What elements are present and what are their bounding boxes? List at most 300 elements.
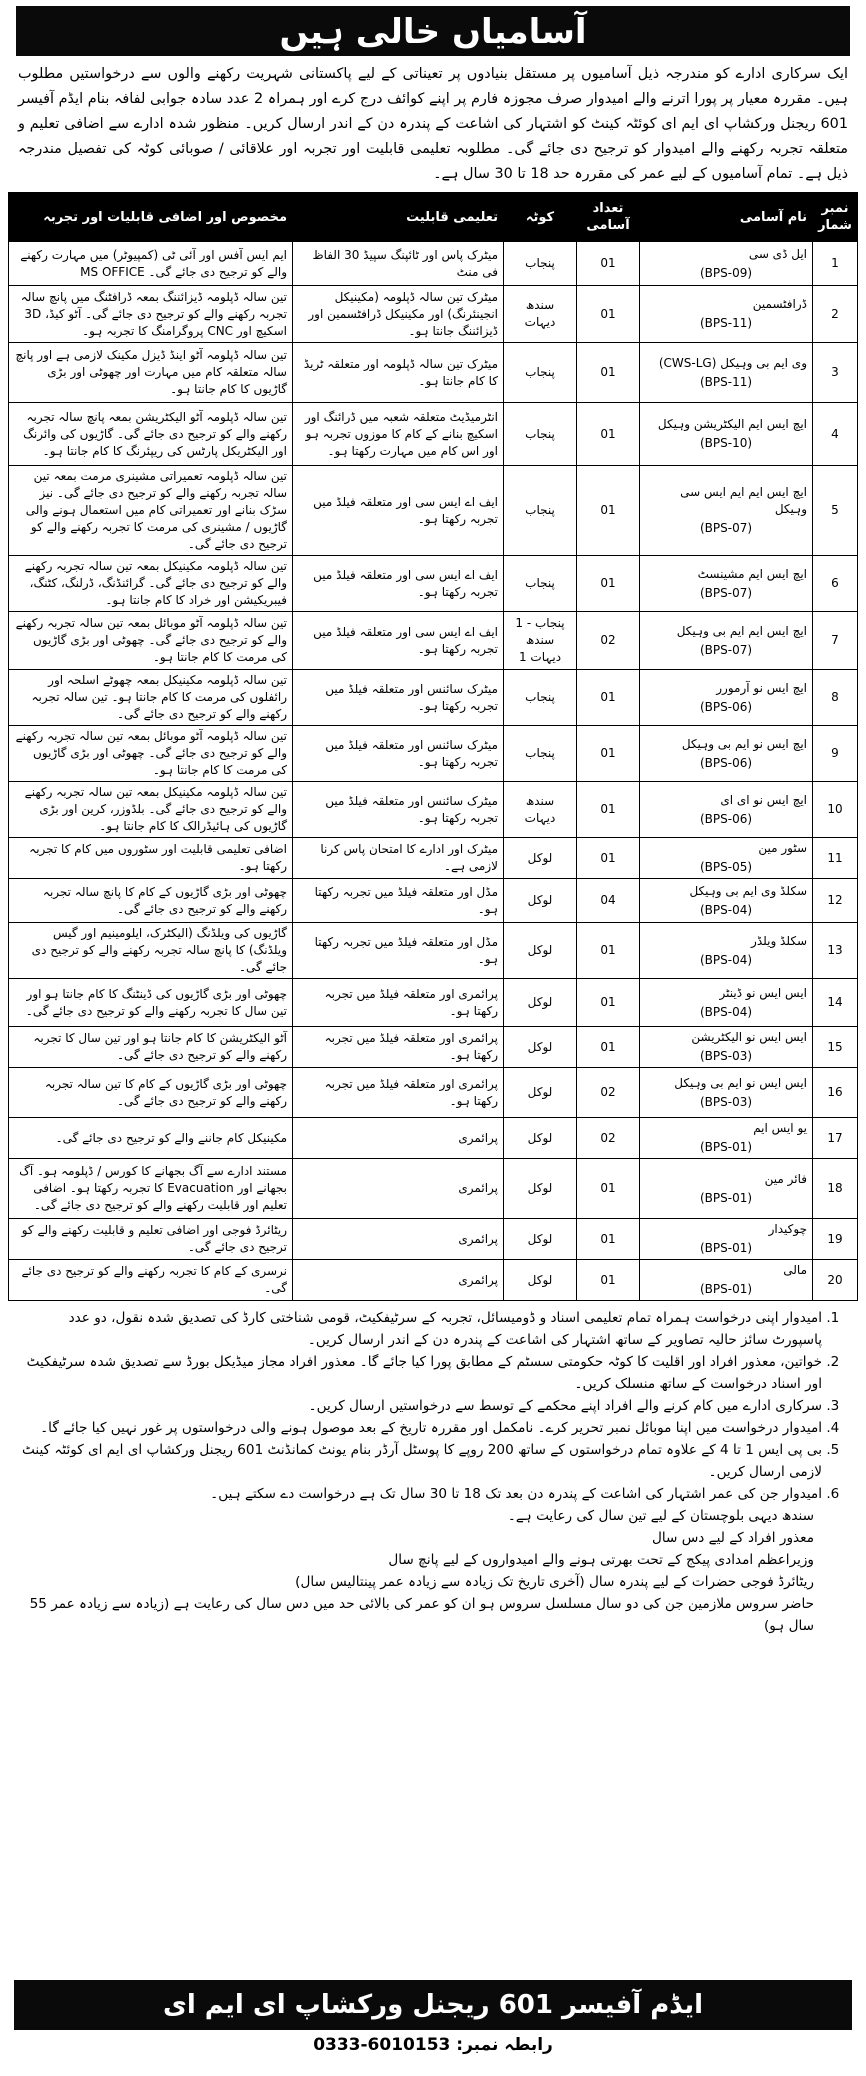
quota-cell-text: پنجاب (525, 256, 555, 270)
qualification-cell-text: میٹرک اور ادارے کا امتحان پاس کرنا لازمی ہے۔ (320, 842, 498, 873)
pay-scale: (BPS-04) (699, 952, 753, 967)
serial-cell (813, 979, 858, 1027)
post-name-cell (640, 612, 813, 670)
note-item: 2. خواتین، معذور افراد اور اقلیت کا کوٹہ حکومتی سسٹم کے مطابق پورا کیا جائے گا۔ معذور افراد مجاز میڈیکل بورڈ سے تصدیق شدہ سرٹیفکیٹ اور اسناد درخواست کے ساتھ منسلک کریں۔ (22, 1351, 822, 1395)
serial-cell (813, 1260, 858, 1301)
post-name-cell (640, 1159, 813, 1219)
count-cell (577, 286, 640, 343)
count-cell (577, 1159, 640, 1219)
experience-cell (9, 466, 293, 556)
experience-cell (9, 1219, 293, 1260)
pay-scale: (BPS-07) (699, 521, 753, 535)
quota-cell-text: لوکل (527, 850, 553, 865)
quota-cell-text: پنجاب (525, 690, 555, 704)
quota-cell-text: لوکل (527, 995, 553, 1009)
post-name-cell (640, 726, 813, 782)
table-row (9, 782, 858, 838)
quota-cell (504, 343, 577, 403)
count-cell (577, 879, 640, 923)
qualification-cell-text: پرائمری (458, 1181, 498, 1195)
post-name-cell-text: ایچ ایس نو ایم بی وہیکل (681, 736, 807, 751)
post-name-cell-text: ایچ ایس ایم مشینسٹ (697, 566, 807, 581)
serial-cell-text: 17 (827, 1130, 843, 1145)
vacancies-table (8, 192, 858, 1301)
experience-cell-text: آٹو الیکٹریشن کا کام جانتا ہو اور تین سال کا تجربہ رکھنے والے کو ترجیح دی جائے گی۔ (33, 1031, 287, 1062)
experience-cell (9, 1027, 293, 1068)
quota-cell (504, 726, 577, 782)
experience-cell (9, 242, 293, 286)
relaxation-item: حاضر سروس ملازمین جن کی دو سال مسلسل سروس ہو ان کو عمر کی بالائی حد میں دس سال کی رعایت ہے (زیادہ سے زیادہ عمر 55 سال ہو) (29, 1596, 814, 1634)
serial-cell (813, 286, 858, 343)
serial-cell-text: 12 (827, 893, 843, 907)
qualification-cell (293, 979, 504, 1027)
quota-cell (504, 782, 577, 838)
quota-cell (504, 1159, 577, 1219)
count-cell-text: 01 (600, 690, 616, 704)
quota-cell-text: لوکل (527, 1181, 553, 1195)
serial-cell-text: 16 (827, 1085, 843, 1099)
count-cell (577, 726, 640, 782)
serial-cell (813, 403, 858, 466)
table-row (9, 1027, 858, 1068)
note-item: 4. امیدوار درخواست میں اپنا موبائل نمبر تحریر کرے۔ نامکمل اور مقررہ تاریخ کے بعد موصول ہونے والی درخواستوں پر غور نہیں کیا جائے گا۔ (22, 1417, 822, 1439)
serial-cell (813, 838, 858, 879)
experience-cell (9, 1068, 293, 1118)
post-name-cell-text: فائر مین (764, 1171, 807, 1186)
count-cell-text: 01 (600, 1231, 616, 1246)
quota-cell (504, 242, 577, 286)
qualification-cell (293, 726, 504, 782)
qualification-cell-text: میٹرک تین سالہ ڈپلومہ اور متعلقہ ٹریڈ کا کام جانتا ہو۔ (303, 356, 498, 388)
quota-cell-text: پنجاب (525, 746, 555, 760)
experience-cell-text: تین سالہ ڈپلومہ ڈیزائننگ بمعہ ڈرافٹنگ میں پانچ سالہ تجربہ رکھنے والے کو ترجیح دی جائے گی۔ آٹو کیڈ، 3D اسکیچ اور CNC پروگرامنگ کا تجربہ ہو۔ (20, 289, 287, 338)
header-experience: مخصوص اور اضافی قابلیات اور تجربہ (9, 193, 293, 242)
count-cell-text: 01 (600, 1272, 616, 1287)
qualification-cell (293, 286, 504, 343)
table-row (9, 670, 858, 726)
qualification-cell (293, 612, 504, 670)
serial-cell (813, 1219, 858, 1260)
serial-cell (813, 242, 858, 286)
experience-cell-text: تین سالہ ڈپلومہ آٹو موبائل بمعہ تین سالہ تجربہ رکھنے والے کو ترجیح دی جائے گی۔ چھوٹی اور بڑی گاڑیوں کی مرمت کا کام جانتا ہو۔ (15, 729, 287, 777)
experience-cell (9, 612, 293, 670)
qualification-cell (293, 556, 504, 612)
experience-cell (9, 879, 293, 923)
post-name-cell-text: ایچ ایس نو آرمورر (716, 680, 807, 695)
table-row (9, 1118, 858, 1159)
post-name-cell-text: سکلڈ وی ایم بی وہیکل (689, 883, 807, 898)
experience-cell (9, 556, 293, 612)
serial-cell (813, 1027, 858, 1068)
post-name-cell (640, 1219, 813, 1260)
quota-cell (504, 612, 577, 670)
serial-cell (813, 726, 858, 782)
count-cell-text: 02 (600, 1130, 616, 1145)
qualification-cell-text: پرائمری (458, 1130, 498, 1145)
contact-number: 0333-6010153 (313, 2035, 451, 2055)
serial-cell (813, 923, 858, 979)
pay-scale: (BPS-06) (699, 755, 753, 770)
post-name-cell-text: ڈرافٹسمین (752, 297, 807, 311)
qualification-cell-text: پرائمری (458, 1272, 498, 1287)
serial-cell (813, 466, 858, 556)
experience-cell (9, 838, 293, 879)
header-serial: نمبر شمار (813, 193, 858, 242)
post-name-cell-text: ایچ ایس ایم ایم ایس سی وہیکل (680, 485, 807, 516)
post-name-cell (640, 1068, 813, 1118)
experience-cell-text: تین سالہ ڈپلومہ مکینیکل بمعہ تین سالہ تجربہ رکھنے والے کو ترجیح دی جائے گی۔ گرائنڈنگ، ڈرلنگ، کٹنگ، فیبریکیشن اور خراد کا کام جانتا ہو۔ (24, 559, 287, 607)
post-name-cell (640, 343, 813, 403)
quota-cell-text: پنجاب (525, 576, 555, 590)
post-name-cell-text: ایچ ایس ایم ایم بی وہیکل (676, 623, 807, 638)
serial-cell (813, 556, 858, 612)
count-cell-text: 04 (600, 893, 616, 907)
quota-cell (504, 1068, 577, 1118)
serial-cell-text: 5 (831, 503, 839, 517)
page-title: آسامیاں خالی ہیں (16, 6, 850, 56)
serial-cell-text: 14 (827, 995, 843, 1009)
post-name-cell-text: یو ایس ایم (753, 1121, 807, 1135)
qualification-cell (293, 782, 504, 838)
qualification-cell (293, 923, 504, 979)
post-name-cell (640, 242, 813, 286)
qualification-cell-text: مڈل اور متعلقہ فیلڈ میں تجربہ رکھتا ہو۔ (314, 884, 498, 916)
table-header-row (9, 193, 858, 242)
post-name-cell-text: وی ایم بی وہیکل (CWS-LG) (658, 355, 807, 370)
pay-scale: (BPS-05) (699, 860, 753, 874)
serial-cell-text: 15 (827, 1039, 843, 1054)
serial-cell-text: 20 (827, 1272, 843, 1287)
qualification-cell-text: پرائمری (458, 1231, 498, 1246)
table-row (9, 242, 858, 286)
experience-cell-text: تین سالہ ڈپلومہ آٹو موبائل بمعہ تین سالہ تجربہ رکھنے والے کو ترجیح دی جائے گی۔ چھوٹی اور بڑی گاڑیوں کی مرمت کا کام جانتا ہو۔ (15, 616, 287, 664)
post-name-cell-text: ایچ ایس ایم الیکٹریشن وہیکل (657, 417, 807, 431)
pay-scale: (BPS-07) (699, 642, 753, 657)
post-name-cell-text: ایس ایس نو ڈینٹر (719, 985, 807, 1000)
qualification-cell (293, 838, 504, 879)
pay-scale: (BPS-03) (699, 1094, 753, 1109)
note-item: 5. بی پی ایس 1 تا 4 کے علاوہ تمام درخواستوں کے ساتھ 200 روپے کا پوسٹل آرڈر بنام یونٹ کمانڈنٹ 601 ریجنل ورکشاپ ای ایم ای کوئٹہ کینٹ لازمی ارسال کریں۔ (22, 1439, 822, 1483)
qualification-cell-text: میٹرک تین سالہ ڈپلومہ (مکینیکل انجینئرنگ) اور مکینیکل ڈرافٹسمین اور ڈیزائننگ جانتا ہو۔ (308, 289, 498, 338)
quota-cell-text: سندھ دیہات (524, 793, 556, 825)
post-name-cell (640, 403, 813, 466)
experience-cell-text: تین سالہ ڈپلومہ مکینیکل بمعہ تین سالہ تجربہ رکھنے والے کو ترجیح دی جائے گی۔ بلڈوزر، کرین اور بڑی گاڑیوں کی ہائیڈرالک کا کام جانتا ہو۔ (24, 785, 287, 833)
count-cell-text: 01 (600, 943, 616, 957)
experience-cell-text: مکینیکل کام جاننے والے کو ترجیح دی جائے گی۔ (55, 1130, 287, 1145)
qualification-cell-text: میٹرک سائنس اور متعلقہ فیلڈ میں تجربہ رکھتا ہو۔ (325, 737, 498, 769)
count-cell (577, 556, 640, 612)
pay-scale: (BPS-04) (699, 902, 753, 917)
count-cell (577, 923, 640, 979)
serial-cell-text: 10 (827, 802, 843, 816)
quota-cell-text: پنجاب (525, 426, 555, 441)
table-row (9, 466, 858, 556)
intro-paragraph: ایک سرکاری ادارے کو مندرجہ ذیل آسامیوں پر مستقل بنیادوں پر تعیناتی کے لیے پاکستانی شہریت رکھنے والوں سے درخواستیں مطلوب ہیں۔ مقررہ معیار پر پورا اترنے والے امیدوار صرف مجوزہ فارم پر اپنے کوائف درج کرے اور ہمراہ 2 عدد سادہ جوابی لفافہ بنام ایڈم آفیسر 601 ریجنل ورکشاپ ای ایم ای کوئٹہ کینٹ کو اشتہار کی اشاعت کے پندرہ دن کے اندر ارسال کریں۔ منظور شدہ ادارے سے اضافی تعلیم و متعلقہ تجربہ رکھنے والے امیدوار کو ترجیح دی جائے گی۔ مطلوبہ تعلیمی قابلیت اور تجربہ اور علاقائی / صوبائی کوٹہ کی تفصیل مندرجہ ذیل ہے۔ تمام آسامیوں کے لیے عمر کی مقررہ حد 18 تا 30 سال ہے۔ (18, 66, 848, 182)
table-body (9, 242, 858, 1301)
contact-line (0, 2034, 866, 2066)
experience-cell-text: نرسری کے کام کا تجربہ رکھنے والے کو ترجیح دی جائے گی۔ (21, 1264, 287, 1295)
experience-cell-text: تین سالہ ڈپلومہ مکینیکل بمعہ چھوٹے اسلحہ اور رائفلوں کی مرمت کا کام جانتا ہو۔ تین سالہ تجربہ رکھنے والے کو ترجیح دی جائے گی۔ (31, 673, 287, 721)
serial-cell (813, 879, 858, 923)
serial-cell (813, 612, 858, 670)
qualification-cell (293, 1027, 504, 1068)
post-name-cell-text: سٹور مین (758, 841, 807, 855)
qualification-cell-text: ایف اے ایس سی اور متعلقہ فیلڈ میں تجربہ رکھتا ہو۔ (313, 494, 498, 526)
quota-cell (504, 670, 577, 726)
experience-cell (9, 782, 293, 838)
count-cell (577, 466, 640, 556)
count-cell-text: 01 (600, 576, 616, 590)
pay-scale: (BPS-01) (699, 1140, 753, 1154)
pay-scale: (BPS-10) (699, 436, 753, 450)
experience-cell (9, 979, 293, 1027)
quota-cell (504, 838, 577, 879)
post-name-cell-text: ایس ایس نو ایم بی وہیکل (674, 1075, 807, 1090)
serial-cell-text: 3 (831, 365, 839, 379)
count-cell-text: 01 (600, 306, 616, 321)
relaxation-item: سندھ دیہی بلوچستان کے لیے تین سال کی رعایت ہے۔ (507, 1508, 814, 1524)
experience-cell-text: چھوٹی اور بڑی گاڑیوں کے کام کا تین سالہ تجربہ رکھنے والے کو ترجیح دی جائے گی۔ (44, 1076, 287, 1108)
post-name-cell (640, 1027, 813, 1068)
qualification-cell-text: پرائمری اور متعلقہ فیلڈ میں تجربہ رکھتا ہو۔ (324, 986, 498, 1018)
qualification-cell (293, 670, 504, 726)
quota-cell (504, 403, 577, 466)
serial-cell-text: 4 (831, 426, 839, 441)
quota-cell-text: لوکل (527, 1231, 553, 1246)
experience-cell (9, 670, 293, 726)
post-name-cell (640, 670, 813, 726)
serial-cell (813, 782, 858, 838)
qualification-cell (293, 1068, 504, 1118)
pay-scale: (BPS-11) (699, 374, 753, 389)
footer-office: ایڈم آفیسر 601 ریجنل ورکشاپ ای ایم ای (14, 1980, 852, 2030)
quota-cell (504, 879, 577, 923)
qualification-cell (293, 1260, 504, 1301)
experience-cell-text: چھوٹی اور بڑی گاڑیوں کے کام کا پانچ سالہ تجربہ رکھنے والے کو ترجیح دی جائے گی۔ (42, 884, 287, 916)
age-relaxation-list (22, 1505, 844, 1637)
qualification-cell-text: پرائمری اور متعلقہ فیلڈ میں تجربہ رکھتا ہو۔ (324, 1031, 498, 1062)
table-row (9, 979, 858, 1027)
serial-cell (813, 1159, 858, 1219)
serial-cell-text: 1 (831, 256, 839, 270)
serial-cell-text: 9 (831, 746, 839, 760)
post-name-cell (640, 838, 813, 879)
table-row (9, 1219, 858, 1260)
experience-cell (9, 286, 293, 343)
count-cell-text: 01 (600, 850, 616, 865)
count-cell (577, 670, 640, 726)
count-cell-text: 01 (600, 746, 616, 760)
quota-cell (504, 466, 577, 556)
header-quota: کوٹہ (504, 193, 577, 242)
experience-cell (9, 923, 293, 979)
count-cell (577, 403, 640, 466)
qualification-cell-text: مڈل اور متعلقہ فیلڈ میں تجربہ رکھتا ہو۔ (314, 934, 498, 966)
qualification-cell-text: ایف اے ایس سی اور متعلقہ فیلڈ میں تجربہ رکھتا ہو۔ (313, 567, 498, 599)
count-cell-text: 01 (600, 503, 616, 517)
qualification-cell (293, 1159, 504, 1219)
quota-cell-text: لوکل (527, 1039, 553, 1054)
note-item: 6. امیدوار جن کی عمر اشتہار کی اشاعت کے پندرہ دن بعد تک 18 تا 30 سال تک ہے درخواست دے سکتے ہیں۔ (22, 1483, 822, 1505)
table-row (9, 612, 858, 670)
quota-cell-text: لوکل (527, 893, 553, 907)
qualification-cell (293, 343, 504, 403)
experience-cell (9, 1260, 293, 1301)
serial-cell (813, 1068, 858, 1118)
quota-cell-text: پنجاب (525, 503, 555, 517)
qualification-cell-text: انٹرمیڈیٹ متعلقہ شعبہ میں ڈرائنگ اور اسکیچ بنانے کے کام کا موزوں تجربہ ہو اور اس کام میں مہارت رکھتا ہو۔ (304, 409, 498, 458)
experience-cell-text: تین سالہ ڈپلومہ آٹو اینڈ ڈیزل مکینک لازمی ہے اور پانچ سالہ متعلقہ کام میں مہارت اور چھوٹی اور بڑی گاڑیوں کا کام جانتا ہو۔ (15, 348, 287, 396)
quota-cell (504, 286, 577, 343)
experience-cell (9, 343, 293, 403)
serial-cell-text: 7 (831, 633, 839, 647)
experience-cell-text: تین سالہ ڈپلومہ آٹو الیکٹریشن بمعہ پانچ سالہ تجربہ رکھنے والے کو ترجیح دی جائے گی۔ گاڑیوں کی وائرنگ اور الیکٹریکل پارٹس کی ریپئرنگ کا کام جانتا ہو۔ (23, 409, 287, 458)
post-name-cell-text: ایچ ایس نو ای ای (720, 792, 807, 807)
experience-cell (9, 1159, 293, 1219)
count-cell-text: 01 (600, 802, 616, 816)
post-name-cell (640, 466, 813, 556)
quota-cell-text: پنجاب - 1 سندھ دیہات 1 (515, 616, 565, 664)
header-count: تعداد آسامی (577, 193, 640, 242)
table-row (9, 879, 858, 923)
table-row (9, 1260, 858, 1301)
pay-scale: (BPS-01) (699, 1241, 753, 1255)
quota-cell-text: لوکل (527, 1272, 553, 1287)
qualification-cell-text: پرائمری اور متعلقہ فیلڈ میں تجربہ رکھتا ہو۔ (324, 1076, 498, 1108)
table-row (9, 1159, 858, 1219)
post-name-cell (640, 923, 813, 979)
pay-scale: (BPS-07) (699, 585, 753, 600)
post-name-cell (640, 556, 813, 612)
count-cell-text: 02 (600, 1085, 616, 1099)
quota-cell-text: لوکل (527, 1085, 553, 1099)
pay-scale: (BPS-01) (699, 1190, 753, 1205)
note-item: 1. امیدوار اپنی درخواست ہمراہ تمام تعلیمی اسناد و ڈومیسائل، تجربہ کے سرٹیفکیٹ، قومی شناختی کارڈ کی تصدیق شدہ نقول، دو عدد پاسپورٹ سائز حالیہ تصاویر کے ساتھ اشتہار کی اشاعت کے پندرہ دن کے اندر ارسال کریں۔ (22, 1307, 822, 1351)
count-cell-text: 01 (600, 256, 616, 270)
count-cell (577, 782, 640, 838)
note-item: 3. سرکاری ادارے میں کام کرنے والے افراد اپنے محکمے کے توسط سے درخواستیں ارسال کریں۔ (22, 1395, 822, 1417)
post-name-cell-text: ایل ڈی سی (748, 246, 807, 261)
count-cell (577, 838, 640, 879)
count-cell (577, 343, 640, 403)
post-name-cell (640, 879, 813, 923)
serial-cell (813, 343, 858, 403)
experience-cell-text: ریٹائرڈ فوجی اور اضافی تعلیم و قابلیت رکھنے والے کو ترجیح دی جائے گی۔ (21, 1223, 287, 1254)
serial-cell-text: 8 (831, 690, 839, 704)
notes-list (22, 1307, 844, 1505)
table-row (9, 556, 858, 612)
count-cell-text: 01 (600, 426, 616, 441)
experience-cell-text: چھوٹی اور بڑی گاڑیوں کی ڈینٹنگ کا کام جانتا ہو اور تین سال کا تجربہ رکھنے والے کو ترجیح دی جائے گی۔ (25, 986, 287, 1018)
contact-label: رابطہ نمبر: (456, 2035, 553, 2055)
count-cell (577, 1219, 640, 1260)
experience-cell-text: ایم ایس آفس اور آئی ٹی (کمپیوٹر) میں مہارت رکھنے والے کو ترجیح دی جائے گی۔ MS OFFICE (20, 247, 287, 279)
table-row (9, 1068, 858, 1118)
count-cell (577, 979, 640, 1027)
qualification-cell-text: میٹرک سائنس اور متعلقہ فیلڈ میں تجربہ رکھتا ہو۔ (325, 681, 498, 713)
table-row (9, 726, 858, 782)
count-cell-text: 01 (600, 365, 616, 379)
count-cell (577, 612, 640, 670)
experience-cell (9, 1118, 293, 1159)
serial-cell (813, 1118, 858, 1159)
count-cell-text: 01 (600, 1039, 616, 1054)
post-name-cell-text: سکلڈ ویلڈر (751, 933, 807, 948)
table-row (9, 286, 858, 343)
pay-scale: (BPS-06) (699, 699, 753, 714)
relaxation-item: وزیراعظم امدادی پیکج کے تحت بھرتی ہونے والے امیدواروں کے لیے پانچ سال (388, 1552, 814, 1568)
post-name-cell-text: مالی (783, 1263, 807, 1277)
serial-cell-text: 2 (831, 306, 839, 321)
quota-cell (504, 1027, 577, 1068)
experience-cell-text: اضافی تعلیمی قابلیت اور سٹوروں میں کام کا تجربہ رکھتا ہو۔ (29, 842, 287, 873)
qualification-cell-text: میٹرک پاس اور ٹائپنگ سپیڈ 30 الفاظ فی منٹ (312, 247, 498, 279)
qualification-cell (293, 879, 504, 923)
quota-cell-text: سندھ دیہات (524, 298, 556, 329)
post-name-cell (640, 1118, 813, 1159)
pay-scale: (BPS-09) (699, 265, 753, 280)
post-name-cell-text: چوکیدار (768, 1222, 807, 1236)
count-cell-text: 01 (600, 1181, 616, 1195)
post-name-cell (640, 979, 813, 1027)
pay-scale: (BPS-04) (699, 1004, 753, 1019)
count-cell (577, 1068, 640, 1118)
quota-cell (504, 556, 577, 612)
count-cell-text: 02 (600, 633, 616, 647)
relaxation-item: معذور افراد کے لیے دس سال (651, 1530, 814, 1546)
pay-scale: (BPS-03) (699, 1049, 753, 1063)
pay-scale: (BPS-06) (699, 811, 753, 826)
header-qualification: تعلیمی قابلیت (293, 193, 504, 242)
quota-cell (504, 923, 577, 979)
quota-cell (504, 1219, 577, 1260)
table-row (9, 343, 858, 403)
serial-cell-text: 6 (831, 576, 839, 590)
serial-cell (813, 670, 858, 726)
count-cell-text: 01 (600, 995, 616, 1009)
post-name-cell (640, 286, 813, 343)
notes-section (8, 1301, 858, 1637)
quota-cell (504, 1260, 577, 1301)
experience-cell (9, 726, 293, 782)
header-post-name: نام آسامی (640, 193, 813, 242)
count-cell (577, 1027, 640, 1068)
serial-cell-text: 11 (827, 850, 843, 865)
count-cell (577, 242, 640, 286)
qualification-cell (293, 1219, 504, 1260)
qualification-cell-text: ایف اے ایس سی اور متعلقہ فیلڈ میں تجربہ رکھتا ہو۔ (313, 624, 498, 656)
quota-cell (504, 979, 577, 1027)
serial-cell-text: 19 (827, 1231, 843, 1246)
quota-cell-text: لوکل (527, 1130, 553, 1145)
quota-cell-text: پنجاب (525, 365, 555, 379)
pay-scale: (BPS-01) (699, 1282, 753, 1296)
experience-cell-text: مستند ادارے سے آگ بجھانے کا کورس / ڈپلومہ ہو۔ آگ بجھانے اور Evacuation کا تجربہ رکھتا ہو۔ اضافی تعلیم اور قابلیت رکھنے والے کو ترجیح دی جائے گی۔ (19, 1164, 287, 1212)
post-name-cell-text: ایس ایس نو الیکٹریشن (691, 1030, 807, 1044)
post-name-cell (640, 782, 813, 838)
qualification-cell (293, 242, 504, 286)
qualification-cell-text: میٹرک سائنس اور متعلقہ فیلڈ میں تجربہ رکھتا ہو۔ (325, 793, 498, 825)
pay-scale: (BPS-11) (699, 316, 753, 330)
qualification-cell (293, 466, 504, 556)
post-name-cell (640, 1260, 813, 1301)
table-row (9, 923, 858, 979)
experience-cell-text: تین سالہ ڈپلومہ تعمیراتی مشینری مرمت بمعہ تین سالہ تجربہ رکھنے والے کو ترجیح دی جائے گی۔ نیز سڑک بنانے اور تعمیراتی کام میں استعمال ہونے والی گاڑیوں / مشینری کی مرمت کا تجربہ رکھنے والے کو ترجیح دی جائے گی۔ (25, 469, 287, 551)
quota-cell (504, 1118, 577, 1159)
experience-cell (9, 403, 293, 466)
count-cell (577, 1118, 640, 1159)
experience-cell-text: گاڑیوں کی ویلڈنگ (الیکٹرک، ایلومینیم اور گیس ویلڈنگ) کا پانچ سالہ تجربہ رکھنے والے کو ترجیح دی جائے گی۔ (31, 926, 287, 974)
